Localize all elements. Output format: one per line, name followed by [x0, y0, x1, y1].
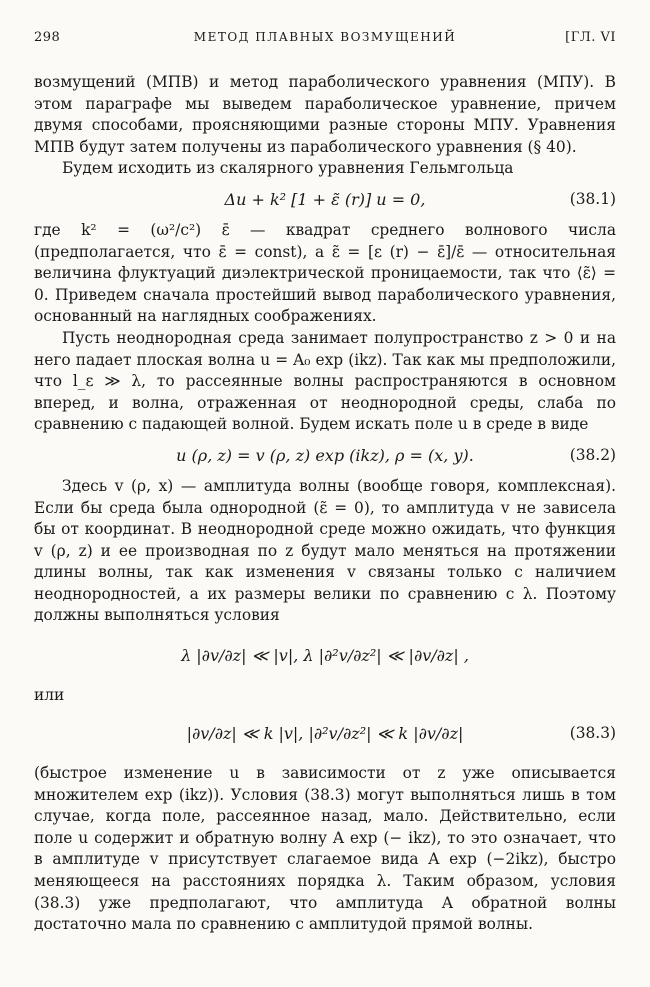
- page-header: [34, 30, 616, 50]
- equation-number: (38.3): [569, 724, 616, 743]
- running-head: МЕТОД ПЛАВНЫХ ВОЗМУЩЕНИЙ: [193, 30, 457, 44]
- equation-38-2: [34, 436, 616, 476]
- equation-number: (38.1): [569, 189, 616, 208]
- equation-formula: λ |∂v/∂z| ≪ |v|, λ |∂²v/∂z²| ≪ |∂v/∂z| ,: [181, 646, 469, 666]
- equation-38-1: [34, 180, 616, 220]
- chapter-label: [ГЛ. VI: [565, 30, 616, 45]
- paragraph-3: где k² = (ω²/c²) ε̄ — квадрат среднего волнового числа (предполагается, что ε̄ = const), а ε̃ = [ε (r) − ε̄]/ε̄ — относительная величина флуктуаций диэлектрической проницаемости, так что ⟨ε̃⟩ = 0. Приведем сначала простейший вывод параболического уравнения, основанный на наглядных соображениях.: [34, 220, 616, 326]
- paragraph-4: Пусть неоднородная среда занимает полупространство z > 0 и на него падает плоская волна u = A₀ exp (ikz). Так как мы предположили, что l_ε ≫ λ, то рассеянные волны распространяются в основном вперед, и волна, отраженная от неоднородной среды, слаба по сравнению с падающей волной. Будем искать поле u в среде в виде: [34, 328, 616, 434]
- equation-formula: Δu + k² [1 + ε̃ (r)] u = 0,: [224, 189, 426, 209]
- paragraph-5: Здесь v (ρ, x) — амплитуда волны (вообще говоря, комплексная). Если бы среда была однородной (ε̃ = 0), то амплитуда v не зависела бы от координат. В неоднородной среде можно ожидать, что функция v (ρ, z) и ее производная по z будут мало меняться на протяжении длины волны, так как изменения v связаны только с наличием неоднородностей, а их размеры велики по сравнению с λ. Поэтому должны выполняться условия: [34, 476, 616, 625]
- connector-or: или: [34, 686, 65, 705]
- page-number: 298: [34, 30, 61, 45]
- equation-38-3: [34, 705, 616, 763]
- equation-formula: |∂v/∂z| ≪ k |v|, |∂²v/∂z²| ≪ k |∂v/∂z|: [186, 724, 464, 744]
- paragraph-6: (быстрое изменение u в зависимости от z уже описывается множителем exp (ikz)). Условия (38.3) могут выполняться лишь в том случае, когда поле, рассеянное назад, мало. Действительно, если поле u содержит и обратную волну A exp (− ikz), то это означает, что в амплитуде v присутствует слагаемое вида A exp (−2ikz), быстро меняющееся на расстояниях порядка λ. Таким образом, условия (38.3) уже предполагают, что амплитуда A обратной волны достаточно мала по сравнению с амплитудой прямой волны.: [34, 764, 616, 934]
- page-body: [34, 72, 616, 936]
- equation-formula: u (ρ, z) = v (ρ, z) exp (ikz), ρ = (x, y).: [176, 445, 474, 465]
- paragraph-2: Будем исходить из скалярного уравнения Гельмгольца: [62, 159, 514, 178]
- paragraph-1: возмущений (МПВ) и метод параболического уравнения (МПУ). В этом параграфе мы выведем параболическое уравнение, причем двумя способами, проясняющими разные стороны МПУ. Уравнения МПВ будут затем получены из параболического уравнения (§ 40).: [34, 73, 616, 156]
- equation-number: (38.2): [569, 445, 616, 464]
- equation-conditions: [34, 627, 616, 685]
